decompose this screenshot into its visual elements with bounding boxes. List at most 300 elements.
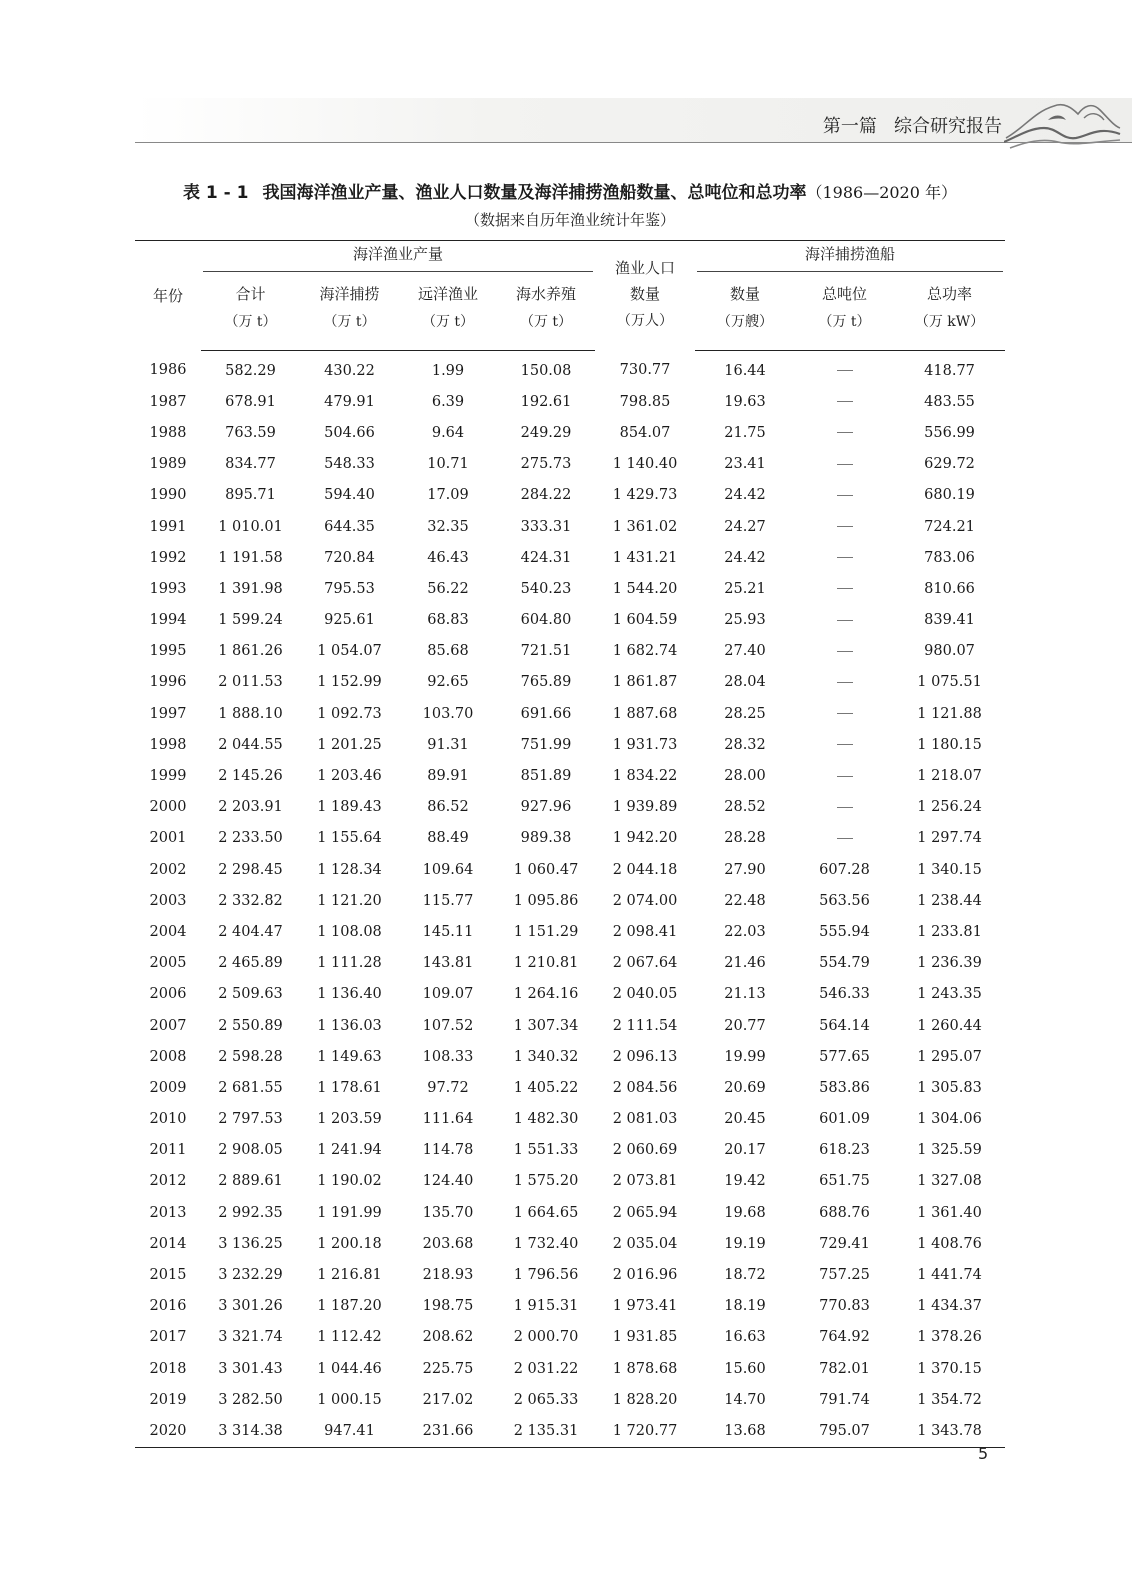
header-row-columns bbox=[135, 273, 1005, 351]
cell-year: 1988 bbox=[149, 424, 187, 441]
cell-capture: 548.33 bbox=[324, 456, 375, 473]
header-chapter: 第一篇 bbox=[822, 116, 877, 137]
cell-distant: 124.40 bbox=[422, 1173, 474, 1190]
cell-power: 1 180.15 bbox=[917, 736, 982, 753]
cell-power: 1 297.74 bbox=[917, 830, 982, 847]
cell-power: 680.19 bbox=[924, 487, 975, 504]
cell-capture: 1 128.34 bbox=[317, 861, 382, 878]
cell-vessel-count: 25.21 bbox=[724, 580, 766, 597]
cell-aquaculture: 721.51 bbox=[520, 643, 572, 660]
col-people bbox=[595, 241, 695, 351]
cell-tonnage: 601.09 bbox=[819, 1111, 870, 1128]
cell-vessel-count: 22.48 bbox=[724, 892, 766, 909]
table-row bbox=[135, 1166, 1005, 1197]
cell-power: 1 233.81 bbox=[917, 923, 982, 940]
table-row bbox=[135, 542, 1005, 573]
cell-year: 2012 bbox=[149, 1173, 187, 1190]
cell-total: 2 298.45 bbox=[218, 861, 283, 878]
cell-power: 839.41 bbox=[924, 612, 975, 629]
table-row bbox=[135, 605, 1005, 636]
cell-tonnage bbox=[795, 823, 894, 854]
cell-year: 2000 bbox=[149, 799, 187, 816]
col-capture bbox=[300, 273, 399, 351]
cell-power: 483.55 bbox=[924, 393, 975, 410]
cell-year: 1998 bbox=[149, 736, 187, 753]
cell-total: 2 011.53 bbox=[218, 674, 283, 691]
table-row bbox=[135, 1135, 1005, 1166]
cell-people: 1 887.68 bbox=[612, 705, 678, 722]
cell-vessel-count: 23.41 bbox=[724, 456, 766, 473]
cell-year: 2011 bbox=[149, 1142, 187, 1159]
table-row bbox=[135, 1197, 1005, 1228]
cell-vessel-count: 19.19 bbox=[724, 1235, 766, 1252]
cell-vessel-count: 18.72 bbox=[724, 1267, 766, 1284]
cell-vessel-count: 20.69 bbox=[724, 1079, 766, 1096]
cell-power: 980.07 bbox=[924, 643, 975, 660]
cell-vessel-count: 24.42 bbox=[724, 549, 766, 566]
cell-capture: 1 136.03 bbox=[317, 1017, 382, 1034]
cell-total: 3 321.74 bbox=[218, 1329, 283, 1346]
cell-tonnage bbox=[795, 480, 894, 511]
cell-year: 2005 bbox=[149, 955, 187, 972]
cell-tonnage bbox=[795, 511, 894, 542]
cell-distant: 92.65 bbox=[427, 674, 469, 691]
col-vessel-count bbox=[695, 273, 795, 351]
cell-people: 1 878.68 bbox=[612, 1360, 678, 1377]
table-row bbox=[135, 885, 1005, 916]
cell-people: 2 081.03 bbox=[612, 1111, 678, 1128]
cell-year: 1996 bbox=[149, 674, 187, 691]
table-title-text: 我国海洋渔业产量、渔业人口数量及海洋捕捞渔船数量、总吨位和总功率 bbox=[262, 183, 807, 203]
group-vessels-label: 海洋捕捞渔船 bbox=[697, 243, 1003, 272]
cell-people: 2 044.18 bbox=[612, 861, 678, 878]
cell-total: 3 232.29 bbox=[218, 1267, 283, 1284]
cell-people: 1 973.41 bbox=[612, 1298, 678, 1315]
cell-tonnage bbox=[795, 667, 894, 698]
cell-total: 2 598.28 bbox=[218, 1048, 283, 1065]
cell-power: 1 434.37 bbox=[917, 1298, 982, 1315]
cell-power: 1 236.39 bbox=[917, 955, 982, 972]
cell-aquaculture: 604.80 bbox=[520, 612, 572, 629]
cell-year: 1987 bbox=[149, 393, 187, 410]
cell-people: 2 074.00 bbox=[612, 892, 678, 909]
cell-total: 3 301.43 bbox=[218, 1360, 283, 1377]
cell-distant: 1.99 bbox=[431, 362, 465, 379]
cell-year: 1993 bbox=[149, 580, 187, 597]
cell-power: 1 295.07 bbox=[917, 1048, 982, 1065]
cell-power: 1 361.40 bbox=[917, 1204, 982, 1221]
cell-vessel-count: 16.63 bbox=[724, 1329, 766, 1346]
cell-power: 724.21 bbox=[924, 518, 975, 535]
cell-power: 1 327.08 bbox=[917, 1173, 982, 1190]
col-people-unit: （万人） bbox=[617, 313, 674, 329]
cell-people: 2 060.69 bbox=[612, 1142, 678, 1159]
col-aquaculture-label: 海水养殖 bbox=[516, 285, 577, 303]
cell-vessel-count: 16.44 bbox=[724, 362, 766, 379]
cell-power: 783.06 bbox=[924, 549, 975, 566]
cell-aquaculture: 1 340.32 bbox=[513, 1048, 579, 1065]
cell-aquaculture: 1 151.29 bbox=[513, 923, 579, 940]
col-capture-unit: （万 t） bbox=[323, 314, 376, 330]
cell-aquaculture: 751.99 bbox=[520, 736, 572, 753]
col-tonnage-label: 总吨位 bbox=[822, 285, 868, 303]
cell-aquaculture: 1 307.34 bbox=[513, 1017, 579, 1034]
cell-tonnage: 651.75 bbox=[819, 1173, 870, 1190]
cell-people: 1 828.20 bbox=[612, 1391, 678, 1408]
cell-vessel-count: 21.75 bbox=[724, 424, 766, 441]
cell-distant: 203.68 bbox=[422, 1235, 474, 1252]
cell-distant: 103.70 bbox=[422, 705, 474, 722]
table-row bbox=[135, 1415, 1005, 1447]
cell-distant: 218.93 bbox=[422, 1267, 474, 1284]
cell-year: 2020 bbox=[135, 1415, 201, 1447]
table-row bbox=[135, 979, 1005, 1010]
cell-people: 1 361.02 bbox=[612, 518, 678, 535]
cell-people: 2 111.54 bbox=[612, 1017, 678, 1034]
cell-distant: 109.64 bbox=[422, 861, 474, 878]
cell-aquaculture: 1 664.65 bbox=[513, 1204, 579, 1221]
cell-distant: 10.71 bbox=[427, 456, 469, 473]
cell-capture: 1 155.64 bbox=[317, 830, 382, 847]
cell-distant: 6.39 bbox=[431, 393, 465, 410]
cell-vessel-count: 28.52 bbox=[724, 799, 766, 816]
cell-aquaculture: 284.22 bbox=[520, 487, 572, 504]
cell-total: 2 145.26 bbox=[218, 768, 283, 785]
cell-people: 1 931.85 bbox=[612, 1329, 678, 1346]
cell-power: 1 121.88 bbox=[917, 705, 982, 722]
cell-people: 1 682.74 bbox=[612, 643, 678, 660]
cell-year: 1992 bbox=[149, 549, 187, 566]
cell-year: 1991 bbox=[149, 518, 187, 535]
table-title-years: （1986—2020 年） bbox=[806, 183, 957, 202]
cell-tonnage bbox=[795, 729, 894, 760]
col-power-label: 总功率 bbox=[927, 285, 973, 303]
table-row bbox=[135, 480, 1005, 511]
col-total bbox=[201, 273, 300, 351]
col-power bbox=[894, 273, 1005, 351]
cell-vessel-count: 28.04 bbox=[724, 674, 766, 691]
cell-vessel-count: 28.00 bbox=[724, 768, 766, 785]
table-row bbox=[135, 636, 1005, 667]
cell-aquaculture: 1 551.33 bbox=[513, 1142, 579, 1159]
cell-aquaculture: 424.31 bbox=[520, 549, 572, 566]
page-number: 5 bbox=[978, 1444, 989, 1463]
cell-capture: 1 092.73 bbox=[317, 705, 382, 722]
cell-year: 2001 bbox=[149, 830, 187, 847]
dash-mark bbox=[837, 807, 853, 808]
dash-mark bbox=[837, 557, 853, 558]
cell-distant: 143.81 bbox=[422, 955, 474, 972]
cell-total: 2 681.55 bbox=[218, 1079, 283, 1096]
cell-aquaculture: 691.66 bbox=[520, 705, 572, 722]
table-row bbox=[135, 573, 1005, 604]
cell-vessel-count: 27.90 bbox=[724, 861, 766, 878]
dash-mark bbox=[837, 713, 853, 714]
cell-aquaculture: 1 405.22 bbox=[513, 1079, 579, 1096]
cell-tonnage bbox=[795, 698, 894, 729]
cell-aquaculture: 989.38 bbox=[520, 830, 572, 847]
col-total-label: 合计 bbox=[235, 285, 266, 303]
col-people-line2: 数量 bbox=[630, 285, 661, 303]
cell-people: 2 084.56 bbox=[612, 1079, 678, 1096]
table-row bbox=[135, 1353, 1005, 1384]
cell-aquaculture: 2 031.22 bbox=[513, 1360, 579, 1377]
cell-aquaculture: 540.23 bbox=[520, 580, 572, 597]
table-row bbox=[135, 417, 1005, 448]
dash-mark bbox=[837, 776, 853, 777]
cell-capture: 1 203.59 bbox=[317, 1111, 382, 1128]
table-row bbox=[135, 1010, 1005, 1041]
cell-power: 1 343.78 bbox=[894, 1415, 1005, 1447]
dash-mark bbox=[837, 682, 853, 683]
col-distant bbox=[399, 273, 497, 351]
table-row bbox=[135, 1228, 1005, 1259]
cell-capture: 1 178.61 bbox=[317, 1079, 382, 1096]
fishery-data-table bbox=[135, 240, 1005, 1448]
cell-capture: 1 112.42 bbox=[317, 1329, 382, 1346]
cell-distant: 114.78 bbox=[422, 1142, 474, 1159]
cell-total: 678.91 bbox=[225, 393, 276, 410]
cell-people: 1 931.73 bbox=[612, 736, 678, 753]
cell-total: 2 044.55 bbox=[218, 736, 283, 753]
cell-distant: 46.43 bbox=[427, 549, 469, 566]
cell-total: 895.71 bbox=[225, 487, 276, 504]
cell-capture: 1 111.28 bbox=[317, 955, 382, 972]
cell-people: 854.07 bbox=[619, 424, 671, 441]
cell-people: 2 073.81 bbox=[612, 1173, 678, 1190]
col-vessel-count-label: 数量 bbox=[730, 285, 761, 303]
col-tonnage bbox=[795, 273, 894, 351]
group-production bbox=[201, 241, 595, 274]
cell-total: 2 332.82 bbox=[218, 892, 283, 909]
cell-year: 1994 bbox=[149, 612, 187, 629]
cell-vessel-count: 19.68 bbox=[724, 1204, 766, 1221]
cell-year: 2006 bbox=[149, 986, 187, 1003]
cell-people: 2 067.64 bbox=[612, 955, 678, 972]
col-power-unit: （万 kW） bbox=[914, 314, 985, 330]
cell-power: 1 256.24 bbox=[917, 799, 982, 816]
cell-total: 3 314.38 bbox=[201, 1415, 300, 1447]
cell-tonnage: 791.74 bbox=[819, 1391, 870, 1408]
cell-vessel-count: 14.70 bbox=[724, 1391, 766, 1408]
cell-year: 2009 bbox=[149, 1079, 187, 1096]
header-section: 综合研究报告 bbox=[894, 116, 1002, 137]
cell-aquaculture: 1 915.31 bbox=[513, 1298, 579, 1315]
running-header bbox=[135, 98, 1132, 143]
cell-year: 2010 bbox=[149, 1111, 187, 1128]
table-row bbox=[135, 948, 1005, 979]
table-row bbox=[135, 1322, 1005, 1353]
cell-vessel-count: 24.42 bbox=[724, 487, 766, 504]
cell-vessel-count: 24.27 bbox=[724, 518, 766, 535]
cell-tonnage bbox=[795, 417, 894, 448]
cell-distant: 225.75 bbox=[422, 1360, 474, 1377]
cell-total: 1 010.01 bbox=[218, 518, 283, 535]
cell-power: 1 340.15 bbox=[917, 861, 982, 878]
dash-mark bbox=[837, 464, 853, 465]
cell-total: 1 191.58 bbox=[218, 549, 283, 566]
cell-total: 834.77 bbox=[225, 456, 276, 473]
header-row-groups bbox=[135, 241, 1005, 274]
col-aquaculture bbox=[497, 273, 595, 351]
cell-tonnage: 618.23 bbox=[819, 1142, 870, 1159]
cell-total: 2 233.50 bbox=[218, 830, 283, 847]
table-row bbox=[135, 1104, 1005, 1135]
dash-mark bbox=[837, 744, 853, 745]
cell-capture: 1 241.94 bbox=[317, 1142, 382, 1159]
col-capture-label: 海洋捕捞 bbox=[319, 285, 380, 303]
table-row bbox=[135, 1041, 1005, 1072]
cell-aquaculture: 333.31 bbox=[520, 518, 572, 535]
col-distant-label: 远洋渔业 bbox=[417, 285, 478, 303]
cell-capture: 479.91 bbox=[324, 393, 375, 410]
cell-power: 1 243.35 bbox=[917, 986, 982, 1003]
cell-aquaculture: 1 796.56 bbox=[513, 1267, 579, 1284]
col-distant-unit: （万 t） bbox=[421, 314, 475, 330]
cell-people: 798.85 bbox=[619, 393, 671, 410]
cell-distant: 111.64 bbox=[422, 1111, 474, 1128]
dash-mark bbox=[837, 370, 853, 371]
cell-tonnage: 577.65 bbox=[819, 1048, 870, 1065]
cell-vessel-count: 20.77 bbox=[724, 1017, 766, 1034]
cell-aquaculture: 1 264.16 bbox=[513, 986, 579, 1003]
cell-distant: 208.62 bbox=[422, 1329, 474, 1346]
cell-power: 1 378.26 bbox=[917, 1329, 982, 1346]
cell-year: 2016 bbox=[149, 1298, 187, 1315]
cell-tonnage: 563.56 bbox=[819, 892, 870, 909]
cell-tonnage: 757.25 bbox=[819, 1267, 870, 1284]
cell-aquaculture: 2 065.33 bbox=[513, 1391, 579, 1408]
cell-people: 2 035.04 bbox=[612, 1235, 678, 1252]
cell-vessel-count: 28.28 bbox=[724, 830, 766, 847]
cell-vessel-count: 19.42 bbox=[724, 1173, 766, 1190]
cell-total: 3 282.50 bbox=[218, 1391, 283, 1408]
cell-distant: 135.70 bbox=[422, 1204, 474, 1221]
cell-total: 2 509.63 bbox=[218, 986, 283, 1003]
cell-year: 1997 bbox=[149, 705, 187, 722]
cell-people: 730.77 bbox=[619, 362, 671, 379]
dash-mark bbox=[837, 526, 853, 527]
cell-total: 2 465.89 bbox=[218, 955, 283, 972]
cell-total: 2 550.89 bbox=[218, 1017, 283, 1034]
cell-distant: 108.33 bbox=[422, 1048, 474, 1065]
dash-mark bbox=[837, 401, 853, 402]
cell-distant: 32.35 bbox=[427, 518, 469, 535]
cell-vessel-count: 15.60 bbox=[724, 1360, 766, 1377]
cell-aquaculture: 1 060.47 bbox=[513, 861, 579, 878]
table-row bbox=[135, 916, 1005, 947]
cell-tonnage bbox=[795, 542, 894, 573]
cell-tonnage: 782.01 bbox=[819, 1360, 870, 1377]
cell-total: 763.59 bbox=[225, 424, 276, 441]
cell-power: 1 354.72 bbox=[917, 1391, 982, 1408]
cell-distant: 56.22 bbox=[427, 580, 469, 597]
table-row bbox=[135, 667, 1005, 698]
table-row bbox=[135, 386, 1005, 417]
cell-capture: 1 000.15 bbox=[317, 1391, 382, 1408]
cell-tonnage bbox=[795, 386, 894, 417]
cell-vessel-count: 21.13 bbox=[724, 986, 766, 1003]
cell-year: 2014 bbox=[149, 1235, 187, 1252]
cell-tonnage bbox=[795, 605, 894, 636]
cell-people: 2 016.96 bbox=[612, 1267, 678, 1284]
cell-capture: 1 189.43 bbox=[317, 799, 382, 816]
cell-tonnage: 764.92 bbox=[819, 1329, 870, 1346]
cell-aquaculture: 1 482.30 bbox=[513, 1111, 579, 1128]
cell-total: 1 599.24 bbox=[218, 612, 283, 629]
cell-distant: 115.77 bbox=[422, 892, 474, 909]
cell-people: 1 942.20 bbox=[612, 830, 678, 847]
dash-mark bbox=[837, 495, 853, 496]
group-production-label: 海洋渔业产量 bbox=[203, 243, 593, 272]
cell-capture: 1 136.40 bbox=[317, 986, 382, 1003]
table-row bbox=[135, 1259, 1005, 1290]
cell-tonnage: 554.79 bbox=[819, 955, 870, 972]
cell-capture: 594.40 bbox=[324, 487, 375, 504]
cell-distant: 107.52 bbox=[422, 1017, 474, 1034]
cell-power: 1 325.59 bbox=[917, 1142, 982, 1159]
cell-total: 2 889.61 bbox=[218, 1173, 283, 1190]
cell-people: 1 544.20 bbox=[612, 580, 678, 597]
cell-total: 2 797.53 bbox=[218, 1111, 283, 1128]
group-vessels bbox=[695, 241, 1005, 274]
cell-aquaculture: 1 095.86 bbox=[513, 892, 579, 909]
cell-aquaculture: 192.61 bbox=[520, 393, 572, 410]
cell-capture: 1 149.63 bbox=[317, 1048, 382, 1065]
cell-people: 1 834.22 bbox=[612, 768, 678, 785]
cell-capture: 795.53 bbox=[324, 580, 375, 597]
cell-capture: 1 044.46 bbox=[317, 1360, 382, 1377]
table-id: 表 1 - 1 bbox=[183, 183, 249, 203]
table-subtitle: （数据来自历年渔业统计年鉴） bbox=[464, 211, 675, 229]
table-body bbox=[135, 351, 1005, 1448]
cell-tonnage bbox=[795, 573, 894, 604]
cell-people: 2 098.41 bbox=[612, 923, 678, 940]
cell-tonnage bbox=[795, 760, 894, 791]
table-row bbox=[135, 1291, 1005, 1322]
cell-aquaculture: 851.89 bbox=[520, 768, 572, 785]
cell-vessel-count: 21.46 bbox=[724, 955, 766, 972]
cell-distant: 97.72 bbox=[427, 1079, 469, 1096]
cell-distant: 231.66 bbox=[399, 1415, 497, 1447]
col-people-line1: 渔业人口 bbox=[615, 259, 676, 277]
col-vessel-count-unit: （万艘） bbox=[717, 314, 774, 330]
dash-mark bbox=[837, 588, 853, 589]
cell-power: 418.77 bbox=[924, 362, 975, 379]
cell-year: 1986 bbox=[149, 362, 187, 379]
cell-vessel-count: 28.32 bbox=[724, 736, 766, 753]
cell-capture: 1 187.20 bbox=[317, 1298, 382, 1315]
cell-year: 2013 bbox=[149, 1204, 187, 1221]
cell-capture: 1 201.25 bbox=[317, 736, 382, 753]
cell-year: 2007 bbox=[149, 1017, 187, 1034]
cell-power: 629.72 bbox=[924, 456, 975, 473]
cell-aquaculture: 1 732.40 bbox=[513, 1235, 579, 1252]
cell-aquaculture: 765.89 bbox=[520, 674, 572, 691]
cell-year: 2004 bbox=[149, 923, 187, 940]
cell-people: 1 861.87 bbox=[612, 674, 678, 691]
cell-year: 1995 bbox=[149, 643, 187, 660]
header-text bbox=[823, 112, 1002, 138]
cell-power: 1 075.51 bbox=[917, 674, 982, 691]
cell-vessel-count: 22.03 bbox=[724, 923, 766, 940]
cell-year: 2003 bbox=[149, 892, 187, 909]
cell-distant: 88.49 bbox=[427, 830, 469, 847]
cell-capture: 1 216.81 bbox=[317, 1267, 382, 1284]
cell-distant: 68.83 bbox=[427, 612, 469, 629]
cell-total: 1 391.98 bbox=[218, 580, 283, 597]
cell-capture: 430.22 bbox=[324, 362, 375, 379]
